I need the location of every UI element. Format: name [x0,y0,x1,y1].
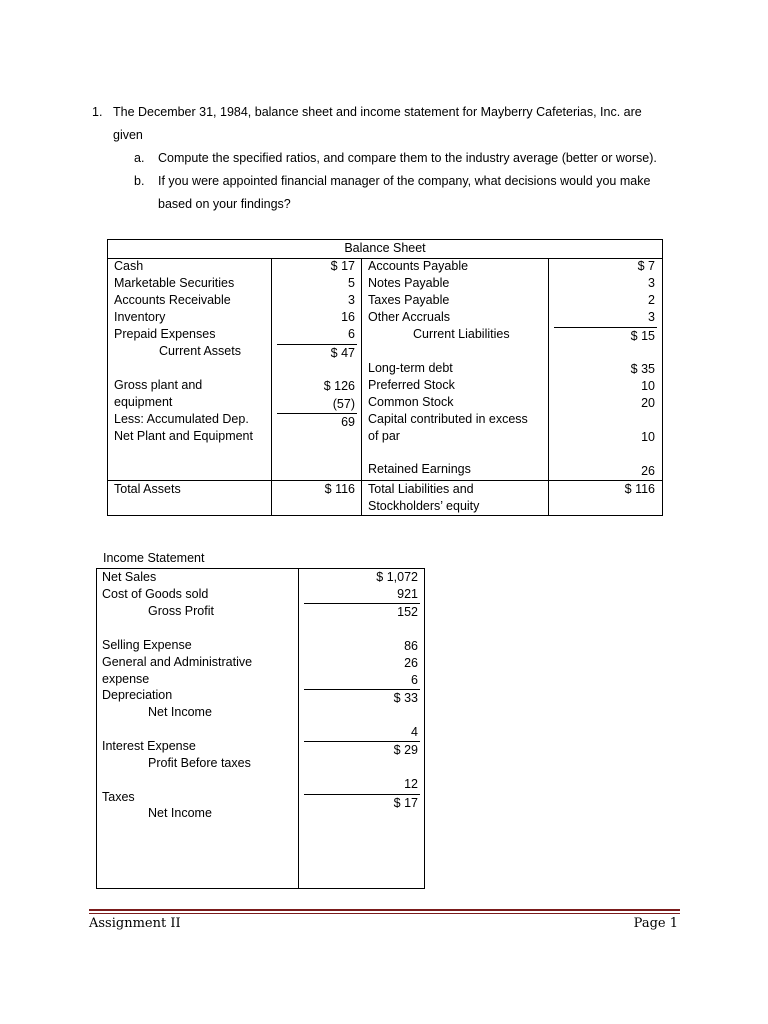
footer-rule [89,909,680,911]
cash-label: Cash [114,259,144,273]
accounts-receivable-value: 3 [348,293,355,307]
col-divider [361,258,362,515]
gross-profit-value: 152 [397,605,418,619]
question-text-line-1: The December 31, 1984, balance sheet and income statement for Mayberry Cafeterias, Inc. are [113,105,642,119]
depreciation-label: Depreciation [102,688,173,702]
accumulated-dep-label: Less: Accumulated Dep. [114,412,249,426]
profit-before-taxes-value: $ 29 [393,743,418,757]
capital-excess-label: Capital contributed in excess [368,412,528,426]
subtotal-underline [304,603,420,604]
gross-plant-label-2: equipment [114,395,173,409]
other-accruals-value: 3 [648,310,655,324]
total-liabilities-label: Total Liabilities and [368,482,474,496]
total-liabilities-value: $ 116 [624,482,655,496]
current-liabilities-label: Current Liabilities [413,327,510,341]
part-b-text: If you were appointed financial manager of the company, what decisions would you make [158,174,651,188]
ga-expense-label: General and Administrative [102,655,253,669]
balance-sheet-title: Balance Sheet [344,241,426,255]
subtotal-underline [304,794,420,795]
prepaid-expenses-value: 6 [348,327,355,341]
capital-excess-label-2: of par [368,429,400,443]
inventory-label: Inventory [114,310,166,324]
balance-sheet-table [107,239,663,516]
interest-expense-label: Interest Expense [102,739,196,753]
total-assets-value: $ 116 [324,482,355,496]
accumulated-dep-value: (57) [332,397,355,411]
ga-expense-value: 26 [404,656,418,670]
part-b-text-line-2: based on your findings? [158,197,291,211]
depreciation-value: 6 [411,673,418,687]
common-stock-value: 20 [641,396,655,410]
subtotal-underline [277,413,357,414]
long-term-debt-label: Long-term debt [368,361,453,375]
accounts-payable-label: Accounts Payable [368,259,469,273]
net-plant-value: 69 [341,415,355,429]
taxes-label: Taxes [102,790,135,804]
net-income-label-2: Net Income [148,806,212,820]
notes-payable-value: 3 [648,276,655,290]
total-liabilities-label-2: Stockholders’ equity [368,499,480,513]
net-sales-value: $ 1,072 [376,570,418,584]
retained-earnings-value: 26 [641,464,655,478]
cash-value: $ 17 [330,259,355,273]
gross-profit-label: Gross Profit [148,604,214,618]
capital-excess-value: 10 [641,430,655,444]
question-text-line-2: given [113,128,143,142]
current-assets-value: $ 47 [330,346,355,360]
part-a-marker: a. [134,151,145,165]
accounts-receivable-label: Accounts Receivable [114,293,231,307]
accounts-payable-value: $ 7 [637,259,655,273]
prepaid-expenses-label: Prepaid Expenses [114,327,216,341]
footer-page-number: Page 1 [633,916,678,931]
subtotal-underline [554,327,657,328]
common-stock-label: Common Stock [368,395,454,409]
total-assets-label: Total Assets [114,482,181,496]
selling-expense-label: Selling Expense [102,638,192,652]
interest-expense-value: 4 [411,725,418,739]
marketable-securities-value: 5 [348,276,355,290]
subtotal-underline [304,689,420,690]
subtotal-underline [277,344,357,345]
taxes-payable-label: Taxes Payable [368,293,450,307]
question-number: 1. [92,105,103,119]
ga-expense-label-2: expense [102,672,150,686]
notes-payable-label: Notes Payable [368,276,450,290]
other-accruals-label: Other Accruals [368,310,450,324]
preferred-stock-value: 10 [641,379,655,393]
cogs-label: Cost of Goods sold [102,587,209,601]
footer-rule-thin [89,913,680,914]
inventory-value: 16 [341,310,355,324]
net-income-label-1: Net Income [148,705,212,719]
net-income-value: $ 17 [393,796,418,810]
net-sales-label: Net Sales [102,570,157,584]
income-statement-title: Income Statement [103,551,205,565]
part-a-text: Compute the specified ratios, and compare them to the industry average (better or worse). [158,151,657,165]
gross-plant-value: $ 126 [323,379,355,393]
selling-expense-value: 86 [404,639,418,653]
current-assets-label: Current Assets [159,344,241,358]
marketable-securities-label: Marketable Securities [114,276,235,290]
balance-sheet-total-divider [108,480,662,481]
current-liabilities-value: $ 15 [630,329,655,343]
subtotal-underline [304,741,420,742]
operating-subtotal-value: $ 33 [393,691,418,705]
taxes-value: 12 [404,777,418,791]
gross-plant-label: Gross plant and [114,378,203,392]
preferred-stock-label: Preferred Stock [368,378,455,392]
long-term-debt-value: $ 35 [630,362,655,376]
footer-left-text: Assignment II [89,916,181,931]
taxes-payable-value: 2 [648,293,655,307]
profit-before-taxes-label: Profit Before taxes [148,756,251,770]
net-plant-label: Net Plant and Equipment [114,429,253,443]
part-b-marker: b. [134,174,145,188]
retained-earnings-label: Retained Earnings [368,462,471,476]
income-statement-table [96,568,425,889]
cogs-value: 921 [397,587,418,601]
